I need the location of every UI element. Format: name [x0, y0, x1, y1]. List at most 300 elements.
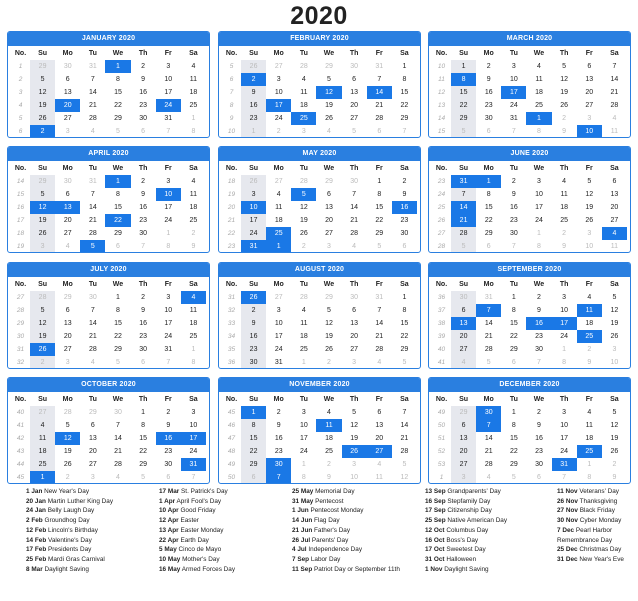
day-cell[interactable]: 17: [535, 204, 543, 212]
holiday-day-cell[interactable]: 31: [181, 458, 206, 471]
holiday-day-cell[interactable]: 11: [316, 419, 341, 432]
day-cell[interactable]: 18: [189, 204, 198, 212]
day-cell[interactable]: 31: [164, 346, 173, 354]
day-cell[interactable]: 5: [116, 128, 120, 136]
day-cell[interactable]: 28: [299, 63, 308, 70]
day-cell[interactable]: 3: [65, 128, 70, 136]
day-cell[interactable]: 20: [325, 217, 333, 225]
day-cell[interactable]: 1: [301, 359, 306, 367]
day-cell[interactable]: 3: [65, 359, 70, 367]
day-cell[interactable]: 2: [141, 178, 146, 185]
day-cell[interactable]: 12: [325, 320, 333, 328]
day-cell[interactable]: 6: [65, 307, 70, 315]
day-cell[interactable]: 5: [141, 474, 146, 482]
day-cell[interactable]: 19: [610, 435, 619, 443]
day-cell[interactable]: 4: [90, 359, 95, 367]
day-cell[interactable]: 24: [560, 448, 569, 456]
day-cell[interactable]: 26: [63, 461, 72, 469]
day-cell[interactable]: 13: [88, 435, 97, 443]
day-cell[interactable]: 4: [191, 63, 196, 70]
day-cell[interactable]: 17: [274, 333, 283, 341]
day-cell[interactable]: 5: [327, 307, 331, 315]
holiday-day-cell[interactable]: 17: [181, 432, 206, 445]
day-cell[interactable]: 11: [300, 89, 308, 97]
day-cell[interactable]: 17: [164, 320, 173, 328]
day-cell[interactable]: 17: [164, 89, 173, 97]
holiday-day-cell[interactable]: 12: [316, 86, 341, 99]
day-cell[interactable]: 7: [141, 243, 146, 251]
day-cell[interactable]: 18: [274, 217, 283, 225]
day-cell[interactable]: 6: [327, 191, 331, 199]
holiday-day-cell[interactable]: 16: [392, 201, 417, 214]
day-cell[interactable]: 10: [560, 307, 569, 315]
day-cell[interactable]: 3: [166, 294, 171, 301]
day-cell[interactable]: 27: [274, 294, 283, 301]
day-cell[interactable]: 11: [189, 76, 198, 84]
day-cell[interactable]: 22: [241, 445, 266, 458]
day-cell[interactable]: 5: [30, 304, 55, 317]
holiday-day-cell[interactable]: 1: [105, 175, 130, 188]
day-cell[interactable]: 1: [141, 409, 146, 416]
holiday-day-cell[interactable]: 20: [55, 99, 80, 112]
day-cell[interactable]: 20: [451, 330, 476, 343]
day-cell[interactable]: 20: [451, 445, 476, 458]
day-cell[interactable]: 30: [63, 178, 72, 185]
day-cell[interactable]: 6: [377, 409, 382, 416]
day-cell[interactable]: 8: [587, 474, 592, 482]
holiday-day-cell[interactable]: 25: [577, 445, 602, 458]
day-cell[interactable]: 5: [486, 359, 491, 367]
day-cell[interactable]: 26: [241, 175, 266, 188]
day-cell[interactable]: 3: [352, 461, 357, 469]
day-cell[interactable]: 8: [116, 191, 120, 199]
day-cell[interactable]: 23: [274, 448, 283, 456]
day-cell[interactable]: 22: [451, 99, 476, 112]
day-cell[interactable]: 29: [241, 458, 266, 471]
day-cell[interactable]: 20: [585, 89, 594, 97]
day-cell[interactable]: 28: [299, 294, 308, 301]
day-cell[interactable]: 16: [241, 330, 266, 343]
day-cell[interactable]: 7: [90, 191, 95, 199]
day-cell[interactable]: 14: [400, 422, 409, 430]
day-cell[interactable]: 19: [610, 320, 619, 328]
day-cell[interactable]: 7: [352, 191, 357, 199]
day-cell[interactable]: 1: [562, 346, 567, 354]
day-cell[interactable]: 13: [63, 89, 72, 97]
holiday-day-cell[interactable]: 5: [80, 240, 105, 253]
day-cell[interactable]: 27: [585, 102, 594, 110]
day-cell[interactable]: 20: [350, 333, 359, 341]
day-cell[interactable]: 9: [141, 307, 146, 315]
holiday-day-cell[interactable]: 2: [30, 125, 55, 138]
day-cell[interactable]: 29: [139, 461, 148, 469]
day-cell[interactable]: 31: [164, 115, 173, 123]
holiday-day-cell[interactable]: 11: [577, 304, 602, 317]
day-cell[interactable]: 16: [484, 89, 493, 97]
day-cell[interactable]: 29: [30, 60, 55, 73]
day-cell[interactable]: 8: [377, 191, 382, 199]
day-cell[interactable]: 11: [610, 128, 619, 136]
day-cell[interactable]: 7: [377, 307, 382, 315]
day-cell[interactable]: 5: [451, 125, 476, 138]
day-cell[interactable]: 11: [560, 191, 568, 199]
day-cell[interactable]: 27: [274, 63, 283, 70]
day-cell[interactable]: 24: [241, 227, 266, 240]
holiday-day-cell[interactable]: 1: [266, 240, 291, 253]
day-cell[interactable]: 24: [164, 333, 173, 341]
day-cell[interactable]: 26: [325, 346, 333, 354]
day-cell[interactable]: 23: [241, 112, 266, 125]
day-cell[interactable]: 4: [301, 307, 306, 315]
day-cell[interactable]: 18: [535, 89, 543, 97]
day-cell[interactable]: 4: [276, 191, 281, 199]
holiday-day-cell[interactable]: 1: [105, 60, 130, 73]
day-cell[interactable]: 2: [301, 243, 306, 251]
day-cell[interactable]: 20: [63, 217, 72, 225]
day-cell[interactable]: 27: [325, 230, 333, 238]
day-cell[interactable]: 31: [484, 294, 493, 301]
day-cell[interactable]: 17: [299, 435, 308, 443]
day-cell[interactable]: 30: [139, 346, 148, 354]
day-cell[interactable]: 2: [141, 63, 146, 70]
holiday-day-cell[interactable]: 10: [156, 188, 181, 201]
day-cell[interactable]: 21: [375, 333, 384, 341]
day-cell[interactable]: 29: [451, 112, 476, 125]
day-cell[interactable]: 29: [325, 63, 333, 70]
day-cell[interactable]: 2: [537, 294, 541, 301]
day-cell[interactable]: 5: [511, 474, 516, 482]
day-cell[interactable]: 15: [509, 320, 518, 328]
day-cell[interactable]: 11: [375, 474, 383, 482]
day-cell[interactable]: 19: [30, 99, 55, 112]
day-cell[interactable]: 3: [537, 178, 541, 185]
day-cell[interactable]: 10: [164, 76, 173, 84]
day-cell[interactable]: 22: [375, 217, 384, 225]
day-cell[interactable]: 18: [325, 435, 333, 443]
day-cell[interactable]: 15: [114, 89, 122, 97]
day-cell[interactable]: 5: [587, 178, 592, 185]
day-cell[interactable]: 9: [612, 474, 617, 482]
day-cell[interactable]: 25: [299, 346, 308, 354]
day-cell[interactable]: 23: [241, 343, 266, 356]
day-cell[interactable]: 17: [560, 435, 569, 443]
holiday-day-cell[interactable]: 27: [367, 445, 392, 458]
day-cell[interactable]: 26: [299, 230, 308, 238]
day-cell[interactable]: 4: [90, 128, 95, 136]
day-cell[interactable]: 8: [486, 191, 491, 199]
day-cell[interactable]: 1: [241, 125, 266, 138]
day-cell[interactable]: 30: [88, 294, 97, 301]
day-cell[interactable]: 12: [299, 204, 308, 212]
day-cell[interactable]: 9: [141, 76, 146, 84]
day-cell[interactable]: 6: [486, 128, 491, 136]
day-cell[interactable]: 8: [116, 307, 120, 315]
day-cell[interactable]: 8: [191, 359, 196, 367]
day-cell[interactable]: 27: [451, 458, 476, 471]
day-cell[interactable]: 8: [511, 307, 516, 315]
holiday-day-cell[interactable]: 30: [266, 458, 291, 471]
day-cell[interactable]: 7: [166, 359, 171, 367]
holiday-day-cell[interactable]: 31: [451, 175, 476, 188]
day-cell[interactable]: 30: [241, 356, 266, 369]
holiday-day-cell[interactable]: 12: [55, 432, 80, 445]
day-cell[interactable]: 15: [451, 86, 476, 99]
day-cell[interactable]: 25: [325, 448, 333, 456]
day-cell[interactable]: 8: [191, 128, 196, 136]
day-cell[interactable]: 25: [535, 102, 543, 110]
day-cell[interactable]: 6: [402, 243, 407, 251]
day-cell[interactable]: 20: [88, 448, 97, 456]
day-cell[interactable]: 2: [327, 359, 331, 367]
day-cell[interactable]: 28: [63, 409, 72, 416]
day-cell[interactable]: 23: [400, 217, 409, 225]
day-cell[interactable]: 21: [375, 102, 384, 110]
day-cell[interactable]: 10: [274, 320, 283, 328]
day-cell[interactable]: 12: [400, 474, 409, 482]
day-cell[interactable]: 7: [116, 422, 120, 430]
day-cell[interactable]: 24: [189, 448, 198, 456]
holiday-day-cell[interactable]: 1: [241, 406, 266, 419]
day-cell[interactable]: 12: [585, 191, 594, 199]
holiday-day-cell[interactable]: 24: [156, 99, 181, 112]
day-cell[interactable]: 9: [537, 307, 541, 315]
day-cell[interactable]: 11: [300, 320, 308, 328]
day-cell[interactable]: 4: [587, 294, 592, 301]
day-cell[interactable]: 7: [402, 128, 407, 136]
day-cell[interactable]: 6: [511, 359, 516, 367]
day-cell[interactable]: 25: [189, 217, 198, 225]
day-cell[interactable]: 23: [139, 102, 148, 110]
day-cell[interactable]: 15: [114, 204, 122, 212]
day-cell[interactable]: 29: [114, 346, 122, 354]
day-cell[interactable]: 27: [610, 217, 619, 225]
day-cell[interactable]: 30: [350, 294, 359, 301]
day-cell[interactable]: 16: [241, 99, 266, 112]
day-cell[interactable]: 31: [509, 115, 518, 123]
day-cell[interactable]: 23: [535, 448, 543, 456]
day-cell[interactable]: 20: [375, 435, 384, 443]
holiday-day-cell[interactable]: 13: [55, 201, 80, 214]
day-cell[interactable]: 5: [327, 76, 331, 84]
day-cell[interactable]: 9: [402, 191, 407, 199]
day-cell[interactable]: 29: [375, 230, 384, 238]
day-cell[interactable]: 24: [164, 217, 173, 225]
holiday-day-cell[interactable]: 8: [451, 73, 476, 86]
day-cell[interactable]: 23: [509, 217, 518, 225]
day-cell[interactable]: 4: [116, 474, 120, 482]
day-cell[interactable]: 22: [139, 448, 148, 456]
day-cell[interactable]: 23: [535, 333, 543, 341]
day-cell[interactable]: 28: [114, 461, 122, 469]
day-cell[interactable]: 19: [30, 214, 55, 227]
day-cell[interactable]: 2: [276, 128, 281, 136]
holiday-day-cell[interactable]: 4: [602, 227, 627, 240]
day-cell[interactable]: 19: [30, 330, 55, 343]
day-cell[interactable]: 4: [537, 63, 541, 70]
day-cell[interactable]: 1: [166, 230, 171, 238]
day-cell[interactable]: 24: [560, 333, 569, 341]
day-cell[interactable]: 3: [587, 115, 592, 123]
day-cell[interactable]: 1: [191, 346, 196, 354]
day-cell[interactable]: 3: [301, 409, 306, 416]
day-cell[interactable]: 20: [350, 102, 359, 110]
day-cell[interactable]: 8: [116, 76, 120, 84]
day-cell[interactable]: 19: [63, 448, 72, 456]
day-cell[interactable]: 14: [88, 89, 97, 97]
day-cell[interactable]: 5: [402, 359, 407, 367]
day-cell[interactable]: 13: [350, 320, 359, 328]
day-cell[interactable]: 26: [30, 112, 55, 125]
day-cell[interactable]: 29: [451, 406, 476, 419]
day-cell[interactable]: 12: [30, 86, 55, 99]
day-cell[interactable]: 25: [560, 217, 569, 225]
day-cell[interactable]: 19: [325, 102, 333, 110]
day-cell[interactable]: 2: [241, 304, 266, 317]
day-cell[interactable]: 1: [116, 294, 120, 301]
day-cell[interactable]: 26: [241, 60, 266, 73]
holiday-day-cell[interactable]: 30: [476, 406, 501, 419]
day-cell[interactable]: 21: [484, 448, 493, 456]
day-cell[interactable]: 18: [585, 320, 594, 328]
day-cell[interactable]: 3: [276, 76, 281, 84]
day-cell[interactable]: 28: [30, 291, 55, 304]
day-cell[interactable]: 19: [299, 217, 308, 225]
holiday-day-cell[interactable]: 4: [181, 291, 206, 304]
day-cell[interactable]: 30: [139, 230, 148, 238]
day-cell[interactable]: 30: [535, 346, 543, 354]
day-cell[interactable]: 2: [276, 409, 281, 416]
day-cell[interactable]: 6: [241, 471, 266, 484]
day-cell[interactable]: 14: [114, 435, 122, 443]
holiday-day-cell[interactable]: 13: [451, 317, 476, 330]
day-cell[interactable]: 21: [88, 102, 97, 110]
day-cell[interactable]: 30: [509, 230, 518, 238]
day-cell[interactable]: 3: [562, 409, 567, 416]
day-cell[interactable]: 9: [562, 128, 567, 136]
day-cell[interactable]: 3: [612, 346, 617, 354]
day-cell[interactable]: 4: [301, 76, 306, 84]
day-cell[interactable]: 1: [537, 230, 541, 238]
day-cell[interactable]: 24: [509, 102, 518, 110]
day-cell[interactable]: 15: [139, 435, 148, 443]
day-cell[interactable]: 11: [189, 307, 198, 315]
day-cell[interactable]: 7: [612, 63, 617, 70]
day-cell[interactable]: 15: [241, 432, 266, 445]
day-cell[interactable]: 8: [537, 243, 541, 251]
day-cell[interactable]: 9: [537, 422, 541, 430]
day-cell[interactable]: 1: [511, 409, 516, 416]
day-cell[interactable]: 28: [299, 178, 308, 185]
day-cell[interactable]: 21: [114, 448, 122, 456]
holiday-day-cell[interactable]: 14: [451, 201, 476, 214]
day-cell[interactable]: 22: [114, 333, 122, 341]
day-cell[interactable]: 9: [191, 243, 196, 251]
day-cell[interactable]: 19: [560, 89, 569, 97]
day-cell[interactable]: 2: [65, 474, 70, 482]
day-cell[interactable]: 10: [189, 422, 198, 430]
day-cell[interactable]: 29: [400, 115, 409, 123]
day-cell[interactable]: 4: [352, 243, 357, 251]
day-cell[interactable]: 1: [451, 60, 476, 73]
day-cell[interactable]: 29: [88, 409, 97, 416]
day-cell[interactable]: 7: [191, 474, 196, 482]
day-cell[interactable]: 3: [587, 230, 592, 238]
day-cell[interactable]: 30: [164, 461, 173, 469]
day-cell[interactable]: 6: [116, 243, 120, 251]
day-cell[interactable]: 30: [114, 409, 122, 416]
holiday-day-cell[interactable]: 25: [291, 112, 316, 125]
day-cell[interactable]: 1: [511, 294, 516, 301]
day-cell[interactable]: 7: [90, 307, 95, 315]
day-cell[interactable]: 3: [30, 240, 55, 253]
day-cell[interactable]: 5: [116, 359, 120, 367]
day-cell[interactable]: 4: [451, 356, 476, 369]
day-cell[interactable]: 6: [65, 76, 70, 84]
day-cell[interactable]: 11: [30, 432, 55, 445]
day-cell[interactable]: 15: [400, 320, 409, 328]
day-cell[interactable]: 21: [400, 435, 409, 443]
day-cell[interactable]: 28: [451, 227, 476, 240]
day-cell[interactable]: 22: [509, 448, 518, 456]
day-cell[interactable]: 22: [400, 102, 409, 110]
day-cell[interactable]: 3: [166, 63, 171, 70]
day-cell[interactable]: 10: [560, 422, 569, 430]
day-cell[interactable]: 2: [486, 63, 491, 70]
holiday-day-cell[interactable]: 17: [501, 86, 526, 99]
day-cell[interactable]: 25: [30, 458, 55, 471]
day-cell[interactable]: 4: [377, 461, 382, 469]
day-cell[interactable]: 16: [535, 435, 543, 443]
day-cell[interactable]: 10: [610, 359, 619, 367]
day-cell[interactable]: 27: [350, 346, 359, 354]
day-cell[interactable]: 29: [325, 294, 333, 301]
day-cell[interactable]: 31: [88, 178, 97, 185]
day-cell[interactable]: 2: [612, 461, 617, 469]
day-cell[interactable]: 4: [30, 419, 55, 432]
holiday-day-cell[interactable]: 7: [476, 304, 501, 317]
day-cell[interactable]: 7: [451, 188, 476, 201]
day-cell[interactable]: 2: [511, 178, 516, 185]
day-cell[interactable]: 2: [166, 409, 171, 416]
day-cell[interactable]: 28: [88, 346, 97, 354]
day-cell[interactable]: 6: [451, 419, 476, 432]
day-cell[interactable]: 13: [325, 204, 333, 212]
day-cell[interactable]: 1: [377, 178, 382, 185]
holiday-day-cell[interactable]: 16: [526, 317, 551, 330]
day-cell[interactable]: 19: [585, 204, 594, 212]
day-cell[interactable]: 24: [535, 217, 543, 225]
day-cell[interactable]: 6: [141, 128, 146, 136]
day-cell[interactable]: 11: [275, 204, 283, 212]
day-cell[interactable]: 10: [274, 89, 283, 97]
day-cell[interactable]: 1: [402, 63, 407, 70]
day-cell[interactable]: 3: [451, 471, 476, 484]
day-cell[interactable]: 5: [30, 188, 55, 201]
day-cell[interactable]: 26: [610, 448, 619, 456]
holiday-day-cell[interactable]: 25: [266, 227, 291, 240]
day-cell[interactable]: 1: [402, 294, 407, 301]
day-cell[interactable]: 30: [535, 461, 543, 469]
day-cell[interactable]: 8: [166, 243, 171, 251]
day-cell[interactable]: 3: [327, 243, 331, 251]
day-cell[interactable]: 6: [352, 307, 357, 315]
day-cell[interactable]: 3: [90, 474, 95, 482]
holiday-day-cell[interactable]: 14: [367, 86, 392, 99]
day-cell[interactable]: 5: [352, 409, 357, 416]
day-cell[interactable]: 4: [191, 178, 196, 185]
day-cell[interactable]: 3: [352, 359, 357, 367]
day-cell[interactable]: 13: [63, 320, 72, 328]
